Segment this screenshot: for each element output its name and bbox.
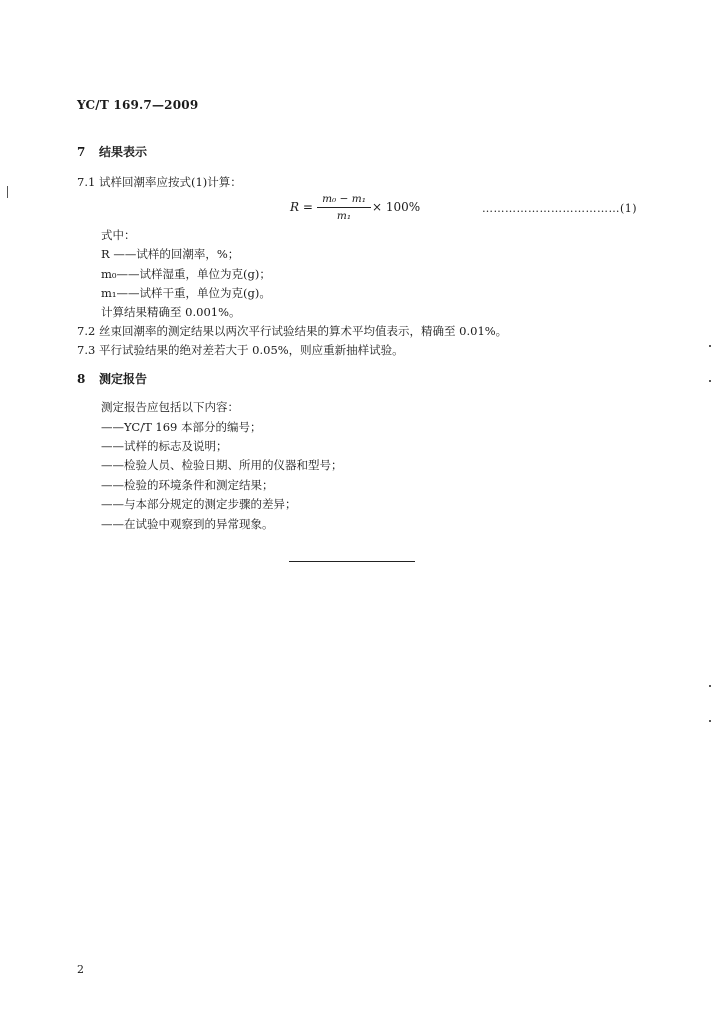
- clause-7-2: [77, 323, 507, 339]
- scan-mark: [709, 720, 711, 722]
- clause-7-1-text: 试样回潮率应按式(1)计算：: [99, 175, 242, 189]
- page-number: 2: [77, 963, 84, 976]
- clause-7-3-number: 7.3: [77, 343, 96, 357]
- report-item: ——检验的环境条件和测定结果；: [101, 478, 274, 492]
- clause-7-2-number: 7.2: [77, 324, 96, 338]
- scan-mark: [709, 380, 711, 382]
- definition-m1: m₁——试样干重，单位为克(g)。: [101, 286, 271, 300]
- document-code-header: YC/T 169.7—2009: [77, 98, 199, 112]
- section-7-heading: [77, 143, 147, 160]
- formula-rhs: × 100%: [372, 200, 421, 214]
- clause-7-3-text: 平行试验结果的绝对差若大于 0.05%，则应重新抽样试验。: [99, 343, 404, 357]
- scan-mark: [709, 685, 711, 687]
- report-intro: 测定报告应包括以下内容：: [101, 400, 239, 414]
- section-8-number: 8: [77, 372, 86, 386]
- clause-7-1: [77, 174, 242, 190]
- report-item: ——试样的标志及说明；: [101, 439, 228, 453]
- formula-numerator: m₀ − m₁: [322, 193, 366, 205]
- formula-fraction: [317, 192, 371, 223]
- end-rule: [289, 561, 415, 562]
- section-8-title: 测定报告: [99, 372, 148, 386]
- definition-r: R ——试样的回潮率，%；: [101, 247, 240, 261]
- definition-m0: m₀——试样湿重，单位为克(g)；: [101, 267, 271, 281]
- precision-note: 计算结果精确至 0.001%。: [101, 305, 241, 319]
- section-7-title: 结果表示: [99, 145, 148, 159]
- formula-lhs: R =: [290, 200, 313, 214]
- report-item: ——YC/T 169 本部分的编号；: [101, 420, 262, 434]
- report-item: ——在试验中观察到的异常现象。: [101, 517, 274, 531]
- scan-mark: [709, 345, 711, 347]
- report-item: ——与本部分规定的测定步骤的差异；: [101, 497, 297, 511]
- section-7-number: 7: [77, 145, 86, 159]
- scan-mark: [7, 186, 8, 198]
- clause-7-3: [77, 342, 404, 358]
- equation-number: ………………………………(1): [482, 202, 638, 215]
- where-label: 式中：: [101, 228, 136, 242]
- section-8-heading: [77, 370, 147, 387]
- report-item: ——检验人员、检验日期、所用的仪器和型号；: [101, 458, 343, 472]
- fraction-bar: [317, 207, 371, 208]
- clause-7-1-number: 7.1: [77, 175, 96, 189]
- formula-denominator: m₁: [336, 210, 352, 222]
- clause-7-2-text: 丝束回潮率的测定结果以两次平行试验结果的算术平均值表示，精确至 0.01%。: [99, 324, 508, 338]
